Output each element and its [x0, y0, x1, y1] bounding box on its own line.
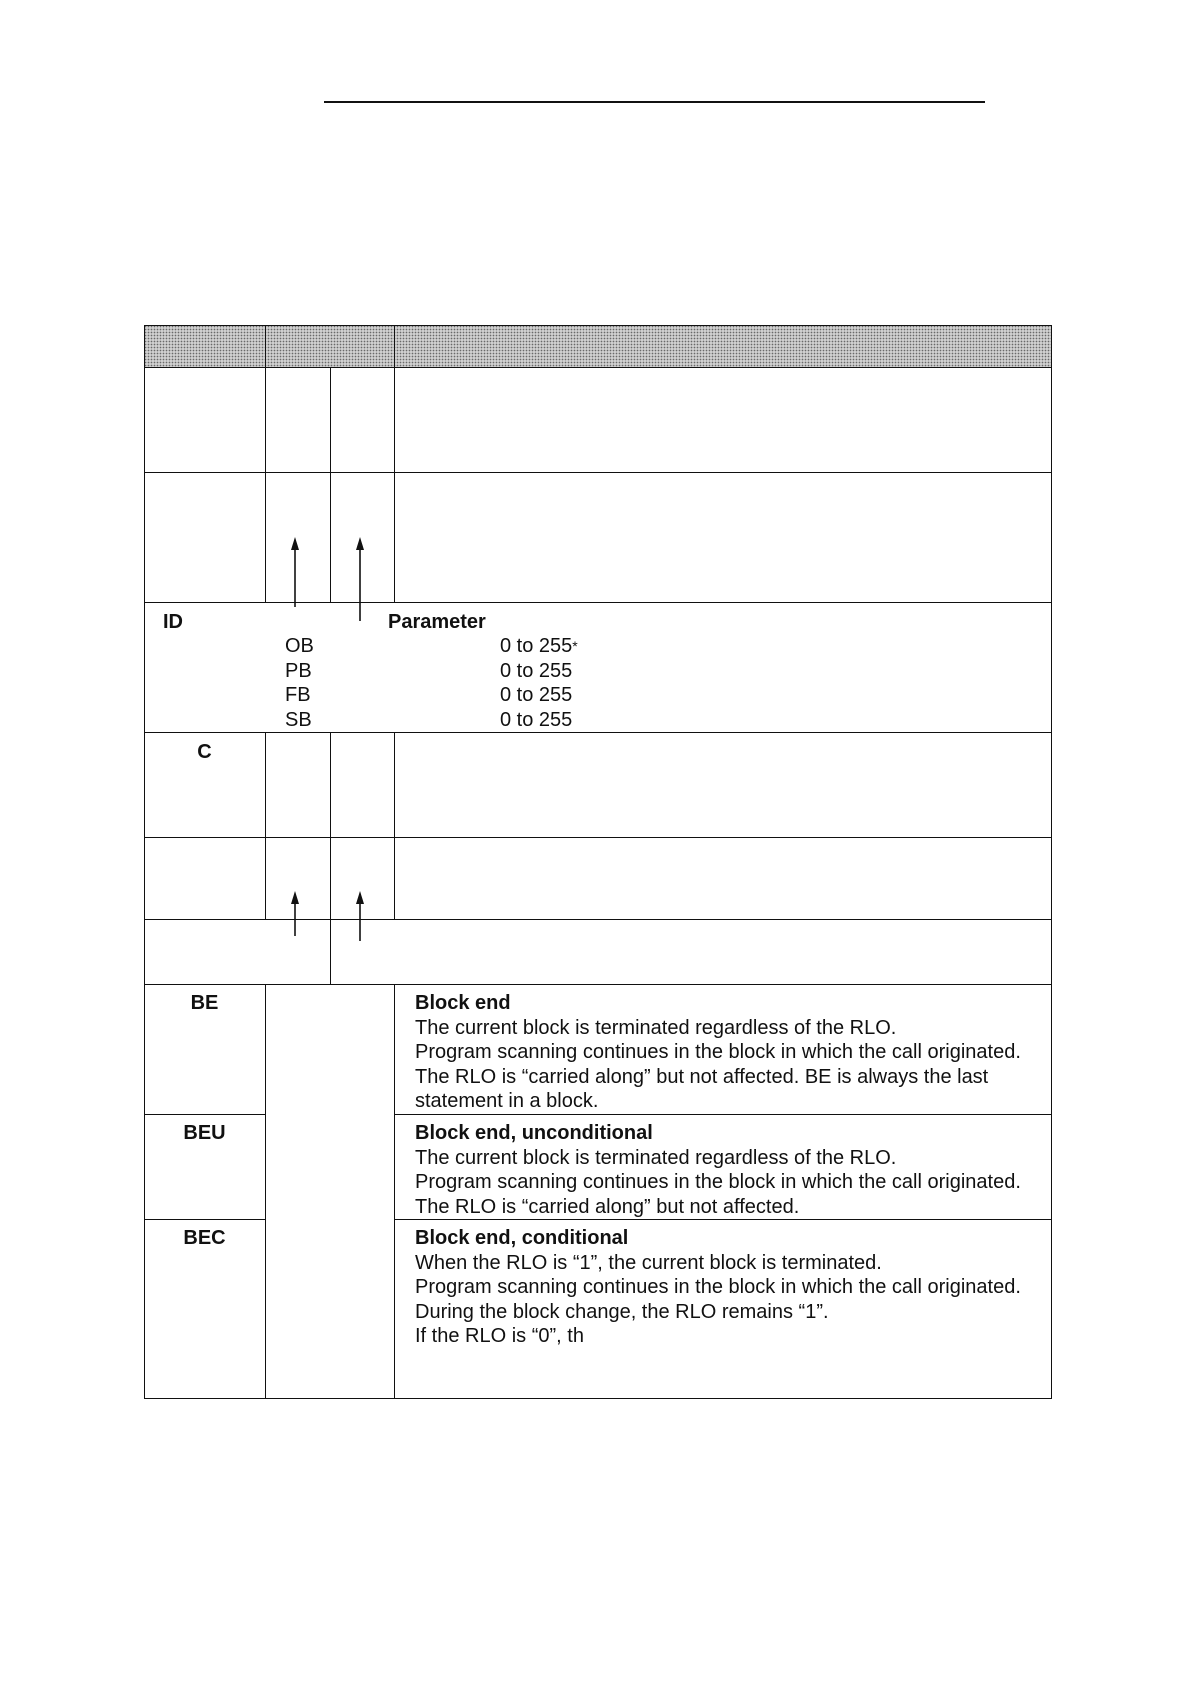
row-separator: [144, 1114, 265, 1115]
block-type-ob: OB: [285, 635, 314, 657]
up-arrow-icon: [354, 891, 366, 941]
operation-line: The RLO is “carried along” but not affected. BE is always the last: [415, 1065, 989, 1088]
id-label: ID: [163, 611, 183, 633]
row-separator: [144, 919, 1052, 920]
up-arrow-icon: [354, 537, 366, 621]
block-type-pb: PB: [285, 660, 312, 682]
range-fb: 0 to 255: [500, 684, 573, 706]
operation-code-bec: BEC: [183, 1227, 226, 1249]
operation-title: Block end: [415, 992, 511, 1014]
operation-desc-bec: [415, 1226, 1021, 1349]
operation-line: The current block is terminated regardless of the RLO.: [415, 1016, 897, 1039]
operation-line: During the block change, the RLO remains “1”.: [415, 1300, 829, 1323]
range-sb: 0 to 255: [500, 709, 573, 731]
row-separator: [144, 602, 1052, 603]
parameter-label: Parameter: [388, 611, 486, 633]
operation-line: The RLO is “carried along” but not affected.: [415, 1195, 800, 1218]
row-separator: [144, 1219, 265, 1220]
column-separator: [394, 325, 395, 602]
range-ob: [500, 634, 578, 659]
c-label: C: [197, 741, 212, 763]
row-separator: [144, 732, 1052, 733]
table-top-border: [144, 325, 1052, 326]
column-separator: [394, 984, 395, 1398]
up-arrow-icon: [289, 891, 301, 936]
operation-code-beu: BEU: [183, 1122, 226, 1144]
operation-desc-beu: [415, 1121, 1021, 1219]
column-separator: [330, 367, 331, 602]
column-separator: [265, 732, 266, 919]
footnote-marker: *: [572, 638, 578, 654]
table-right-border: [1051, 325, 1052, 1398]
operation-line: Program scanning continues in the block in which the call originated.: [415, 1276, 1021, 1298]
operation-title: Block end, unconditional: [415, 1122, 653, 1144]
block-type-sb: SB: [285, 709, 312, 731]
row-separator: [144, 472, 1052, 473]
row-separator: [144, 837, 1052, 838]
operation-line: Program scanning continues in the block in which the call originated.: [415, 1041, 1021, 1063]
range-ob-value: 0 to 255: [500, 635, 573, 657]
operation-code-be: BE: [190, 992, 219, 1014]
column-separator: [265, 325, 266, 602]
column-separator: [330, 732, 331, 984]
block-type-fb: FB: [285, 684, 311, 706]
operation-desc-be: [415, 991, 1021, 1114]
row-separator: [394, 1114, 1052, 1115]
up-arrow-icon: [289, 537, 301, 607]
range-pb: 0 to 255: [500, 660, 573, 682]
operation-line: If the RLO is “0”, th: [415, 1325, 584, 1347]
table-header-band: [144, 325, 1052, 367]
column-separator: [265, 984, 266, 1398]
operation-line: statement in a block.: [415, 1090, 599, 1112]
header-rule: [324, 101, 985, 103]
operation-line: Program scanning continues in the block in which the call originated.: [415, 1171, 1021, 1193]
column-separator: [394, 732, 395, 919]
operation-line: The current block is terminated regardless of the RLO.: [415, 1146, 897, 1169]
operation-line: When the RLO is “1”, the current block is terminated.: [415, 1251, 882, 1274]
operations-table: [144, 325, 1052, 1398]
table-bottom-border: [144, 1398, 1052, 1399]
row-separator: [144, 984, 1052, 985]
row-separator: [394, 1219, 1052, 1220]
row-separator: [144, 367, 1052, 368]
operation-title: Block end, conditional: [415, 1227, 629, 1249]
